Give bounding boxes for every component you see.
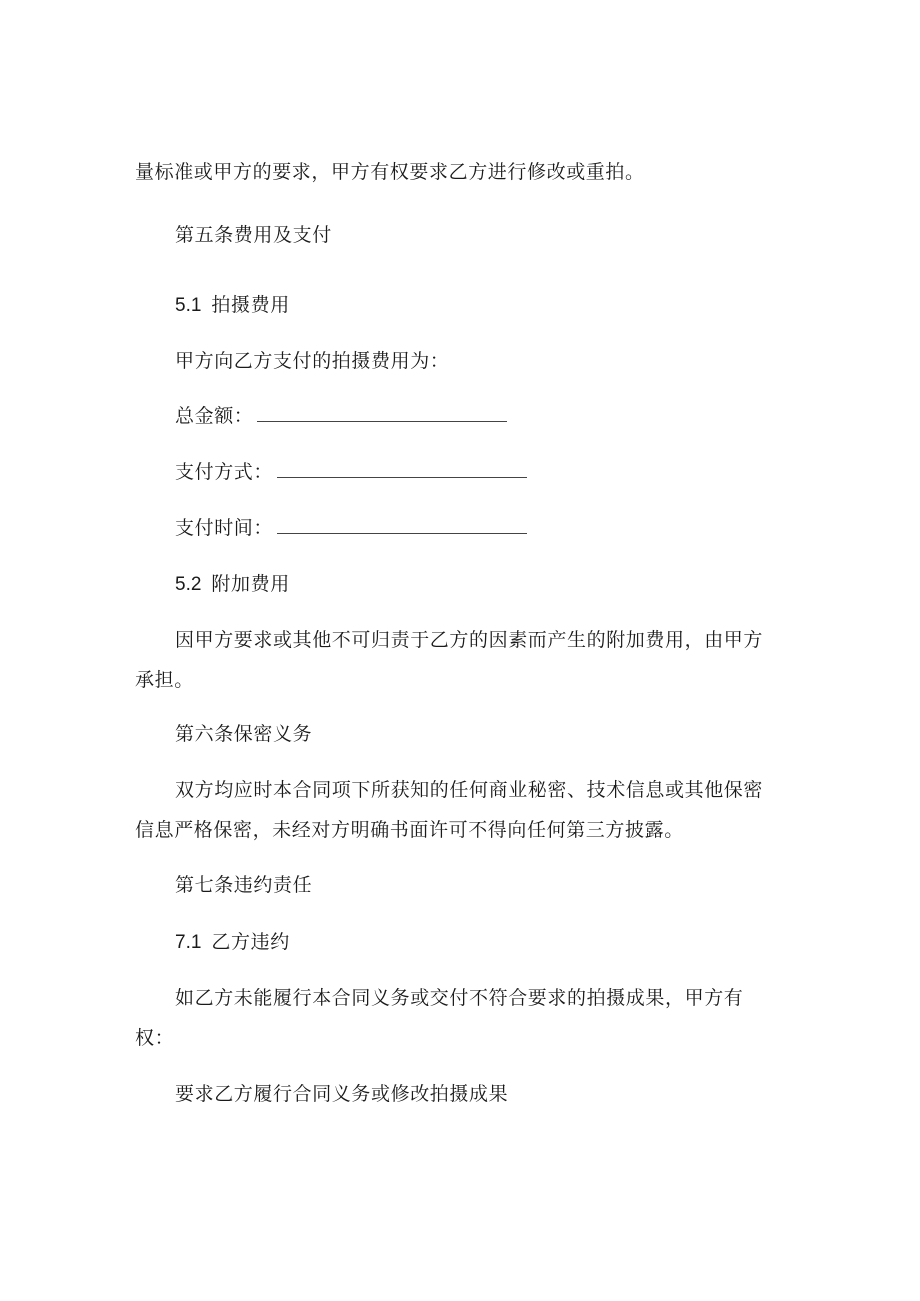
section-7-1-heading	[175, 930, 290, 955]
section-7-1-number: 7.1	[175, 932, 202, 953]
payment-method-label: 支付方式：	[175, 461, 274, 483]
section-5-1-title: 拍摄费用	[211, 294, 290, 316]
article-6-heading: 第六条保密义务	[175, 723, 313, 745]
article-5-heading: 第五条费用及支付	[175, 224, 332, 246]
payment-method-row	[175, 460, 527, 484]
article-7-heading: 第七条违约责任	[175, 874, 313, 896]
section-7-1-text-line-2: 权：	[135, 1027, 175, 1049]
article-6-text-line-1: 双方均应时本合同项下所获知的任何商业秘密、技术信息或其他保密	[175, 779, 764, 801]
section-7-1-item-1: 要求乙方履行合同义务或修改拍摄成果	[175, 1083, 509, 1105]
total-amount-blank[interactable]	[257, 407, 507, 422]
total-amount-label: 总金额：	[175, 405, 254, 427]
section-7-1-text-line-1: 如乙方未能履行本合同义务或交付不符合要求的拍摄成果，甲方有	[175, 987, 744, 1009]
section-5-2-number: 5.2	[175, 574, 202, 595]
payment-time-label: 支付时间：	[175, 517, 274, 539]
section-5-1-number: 5.1	[175, 295, 202, 316]
payment-time-row	[175, 516, 527, 540]
payment-time-blank[interactable]	[277, 519, 527, 534]
continuation-paragraph: 量标准或甲方的要求，甲方有权要求乙方进行修改或重拍。	[135, 161, 645, 183]
payment-method-blank[interactable]	[277, 463, 527, 478]
section-5-2-title: 附加费用	[211, 573, 290, 595]
section-5-1-heading	[175, 293, 290, 318]
total-amount-row	[175, 404, 507, 428]
article-6-text-line-2: 信息严格保密，未经对方明确书面许可不得向任何第三方披露。	[135, 819, 684, 841]
section-5-1-intro: 甲方向乙方支付的拍摄费用为：	[175, 350, 450, 372]
section-5-2-text-line-2: 承担。	[135, 669, 194, 691]
section-5-2-heading	[175, 572, 290, 597]
section-7-1-title: 乙方违约	[211, 931, 290, 953]
section-5-2-text-line-1: 因甲方要求或其他不可归责于乙方的因素而产生的附加费用，由甲方	[175, 629, 764, 651]
